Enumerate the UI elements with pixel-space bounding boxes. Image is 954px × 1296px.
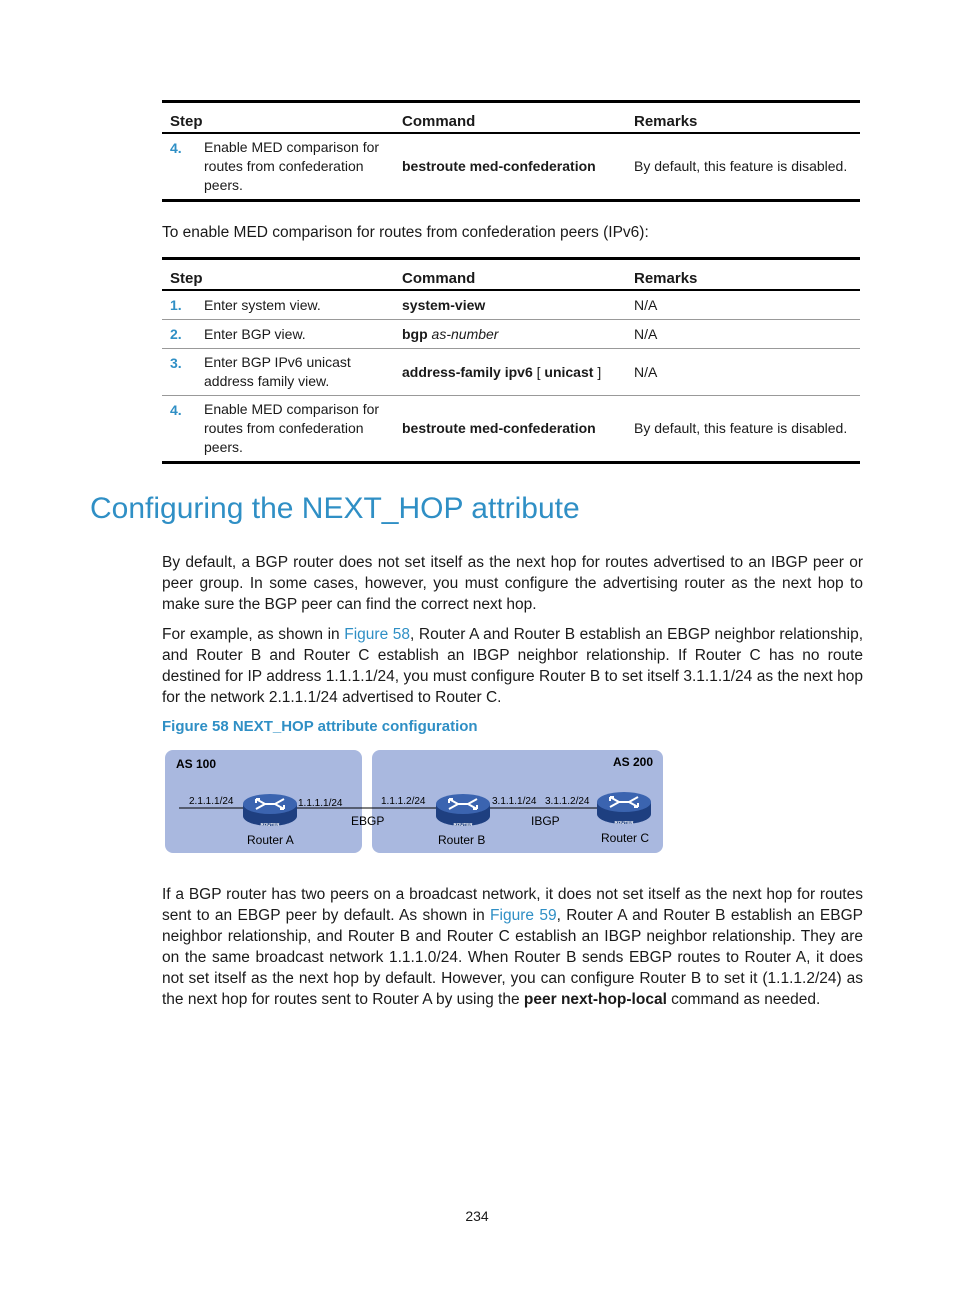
command-keyword: bestroute med-confederation <box>402 158 596 174</box>
paragraph-text: command as needed. <box>666 991 821 1008</box>
col-header-command: Command <box>394 102 626 134</box>
command-option: unicast <box>544 363 594 380</box>
ibgp-label: IBGP <box>531 814 560 828</box>
remarks-cell: N/A <box>626 349 860 396</box>
command-keyword: bestroute med-confederation <box>402 420 596 436</box>
ebgp-label: EBGP <box>351 814 385 828</box>
table-row <box>162 133 860 201</box>
command-cell <box>394 396 626 463</box>
figure-58-link[interactable]: Figure 58 <box>344 626 410 643</box>
command-keyword: bgp <box>402 325 428 342</box>
command-keyword: peer next-hop-local <box>523 991 667 1008</box>
col-header-step: Step <box>162 102 394 134</box>
table-row <box>162 320 860 349</box>
step-description: Enable MED comparison for routes from confederation peers. <box>196 396 394 463</box>
table-row <box>162 396 860 463</box>
remarks-cell: By default, this feature is disabled. <box>626 396 860 463</box>
remarks-cell: N/A <box>626 290 860 320</box>
table-row <box>162 349 860 396</box>
ip-b-left: 1.1.1.2/24 <box>381 796 426 807</box>
ip-a-right: 1.1.1.1/24 <box>298 798 343 809</box>
router-badge: ROUTER <box>614 820 634 825</box>
step-description: Enable MED comparison for routes from confederation peers. <box>196 133 394 201</box>
as100-label: AS 100 <box>176 757 217 771</box>
optional-open-bracket: [ <box>536 363 541 380</box>
ipv6-intro: To enable MED comparison for routes from confederation peers (IPv6): <box>162 224 649 241</box>
paragraph-text: For example, as shown in <box>162 626 345 643</box>
router-c-label: Router C <box>601 831 650 845</box>
col-header-remarks: Remarks <box>626 102 860 134</box>
step-number: 4. <box>162 133 196 201</box>
step-number: 3. <box>162 349 196 396</box>
ip-c-left: 3.1.1.2/24 <box>545 796 590 807</box>
step-number: 1. <box>162 290 196 320</box>
section-title: Configuring the NEXT_HOP attribute <box>90 492 580 525</box>
router-b-label: Router B <box>438 833 486 847</box>
router-badge: ROUTER <box>260 822 280 827</box>
step-description: Enter system view. <box>196 290 394 320</box>
command-argument: as-number <box>431 325 499 342</box>
paragraph-default-behavior: By default, a BGP router does not set itself as the next hop for routes advertised to an IBGP peer or peer group. In some cases, however, you must configure the advertising router as the next hop to make sure the BGP peer can find the correct next hop. <box>162 554 863 613</box>
command-cell <box>394 133 626 201</box>
col-header-command: Command <box>394 259 626 291</box>
paragraph-broadcast <box>162 884 863 1010</box>
paragraph-text: , Router A and Router B establish an EBGP neighbor relationship, and Router B and Router C establish an IBGP neighbor relationship. If Router C has no route destined for IP address 1.1.1.1/24, you must configure Router B to set itself 3.1.1.1/24 as the next hop for the network 2.1.1.1/24 advertised to Router C. <box>162 626 864 706</box>
step-number: 4. <box>162 396 196 463</box>
figure-caption: Figure 58 NEXT_HOP attribute configuration <box>162 718 478 735</box>
command-cell <box>394 320 626 349</box>
remarks-cell: By default, this feature is disabled. <box>626 133 860 201</box>
remarks-cell: N/A <box>626 320 860 349</box>
config-table-1 <box>162 100 860 202</box>
router-a-label: Router A <box>247 833 294 847</box>
optional-close-bracket: ] <box>597 363 602 380</box>
ip-b-right: 3.1.1.1/24 <box>492 796 537 807</box>
page-number: 234 <box>465 1208 489 1224</box>
config-table-2 <box>162 257 860 464</box>
command-keyword: address-family ipv6 <box>402 363 533 380</box>
command-cell <box>394 349 626 396</box>
figure-59-link[interactable]: Figure 59 <box>490 907 557 924</box>
router-badge: ROUTER <box>453 822 473 827</box>
table-row <box>162 290 860 320</box>
step-description: Enter BGP view. <box>196 320 394 349</box>
paragraph-text: If a BGP router has two peers on a broadcast network, it does not set itself as the next hop for routes sent to an EBGP peer by default. As shown in <box>162 886 863 924</box>
paragraph-text: , Router A and Router B establish an EBGP neighbor relationship, and Router B and Router C establish an IBGP neighbor relationship. They are on the same broadcast network 1.1.1.0/24. When Router B sends EBGP routes to Router A, it does not set itself as the next hop by default. However, you can configure Router B to set it (1.1.1.2/24) as the next hop for routes sent to Router A by using the <box>162 907 863 1008</box>
ip-a-left: 2.1.1.1/24 <box>189 796 234 807</box>
step-description: Enter BGP IPv6 unicast address family view. <box>196 349 394 396</box>
command-cell <box>394 290 626 320</box>
step-number: 2. <box>162 320 196 349</box>
as200-label: AS 200 <box>613 755 654 769</box>
col-header-step: Step <box>162 259 394 291</box>
command-keyword: system-view <box>402 296 486 313</box>
col-header-remarks: Remarks <box>626 259 860 291</box>
paragraph-example <box>162 624 863 708</box>
next-hop-diagram <box>165 750 665 855</box>
